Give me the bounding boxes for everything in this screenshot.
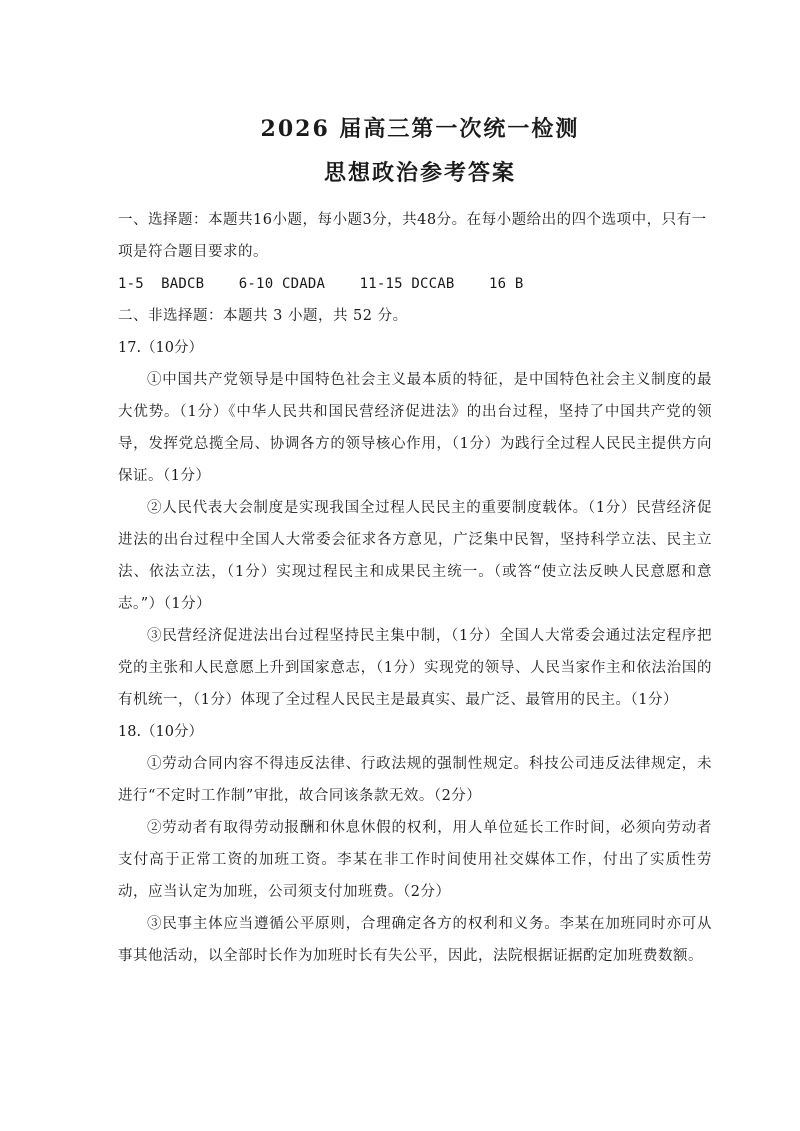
question-17-point-1: ①中国共产党领导是中国特色社会主义最本质的特征，是中国特色社会主义制度的最大优势。（1分）《中华人民共和国民营经济促进法》的出台过程，坚持了中国共产党的领导，发挥党总揽全局、协调各方的领导核心作用，（1分）为践行全过程人民民主提供方向保证。（1分） — [118, 372, 712, 484]
question-18-point-3: ③民事主体应当遵循公平原则，合理确定各方的权利和义务。李某在加班同时亦可从事其他活动，以全部时长作为加班时长有失公平，因此，法院根据证据酌定加班费数额。 — [118, 916, 712, 964]
question-17 — [118, 332, 712, 716]
question-18-heading: 18.（10分） — [118, 724, 204, 740]
section1-heading: 一、选择题：本题共16小题，每小题3分，共48分。在每小题给出的四个选项中，只有一项是符合题目要求的。 — [118, 212, 707, 260]
document-title: 2026 届高三第一次统一检测 — [260, 116, 580, 142]
question-17-point-3: ③民营经济促进法出台过程坚持民主集中制，（1分）全国人大常委会通过法定程序把党的主张和人民意愿上升到国家意志，（1分）实现党的领导、人民当家作主和依法治国的有机统一，（1分）体现了全过程人民民主是最真实、最广泛、最管用的民主。（1分） — [118, 628, 712, 708]
document-subtitle: 思想政治参考答案 — [323, 160, 516, 186]
choice-answers: 1-5 BADCB 6-10 CDADA 11-15 DCCAB 16 B — [118, 276, 524, 292]
question-17-point-2: ②人民代表大会制度是实现我国全过程人民民主的重要制度载体。（1分）民营经济促进法的出台过程中全国人大常委会征求各方意见，广泛集中民智，坚持科学立法、民主立法、依法立法，（1分）实现过程民主和成果民主统一。（或答“使立法反映人民意愿和意志。”）（1分） — [118, 500, 712, 612]
section2-heading: 二、非选择题：本题共 3 小题，共 52 分。 — [118, 308, 408, 324]
question-18 — [118, 716, 712, 972]
question-18-point-1: ①劳动合同内容不得违反法律、行政法规的强制性规定。科技公司违反法律规定，未进行“不定时工作制”审批，故合同该条款无效。（2分） — [118, 756, 712, 804]
question-18-point-2: ②劳动者有取得劳动报酬和休息休假的权利，用人单位延长工作时间，必须向劳动者支付高于正常工资的加班工资。李某在非工作时间使用社交媒体工作，付出了实质性劳动，应当认定为加班，公司须支付加班费。（2分） — [118, 820, 712, 900]
question-17-heading: 17.（10分） — [118, 340, 204, 356]
